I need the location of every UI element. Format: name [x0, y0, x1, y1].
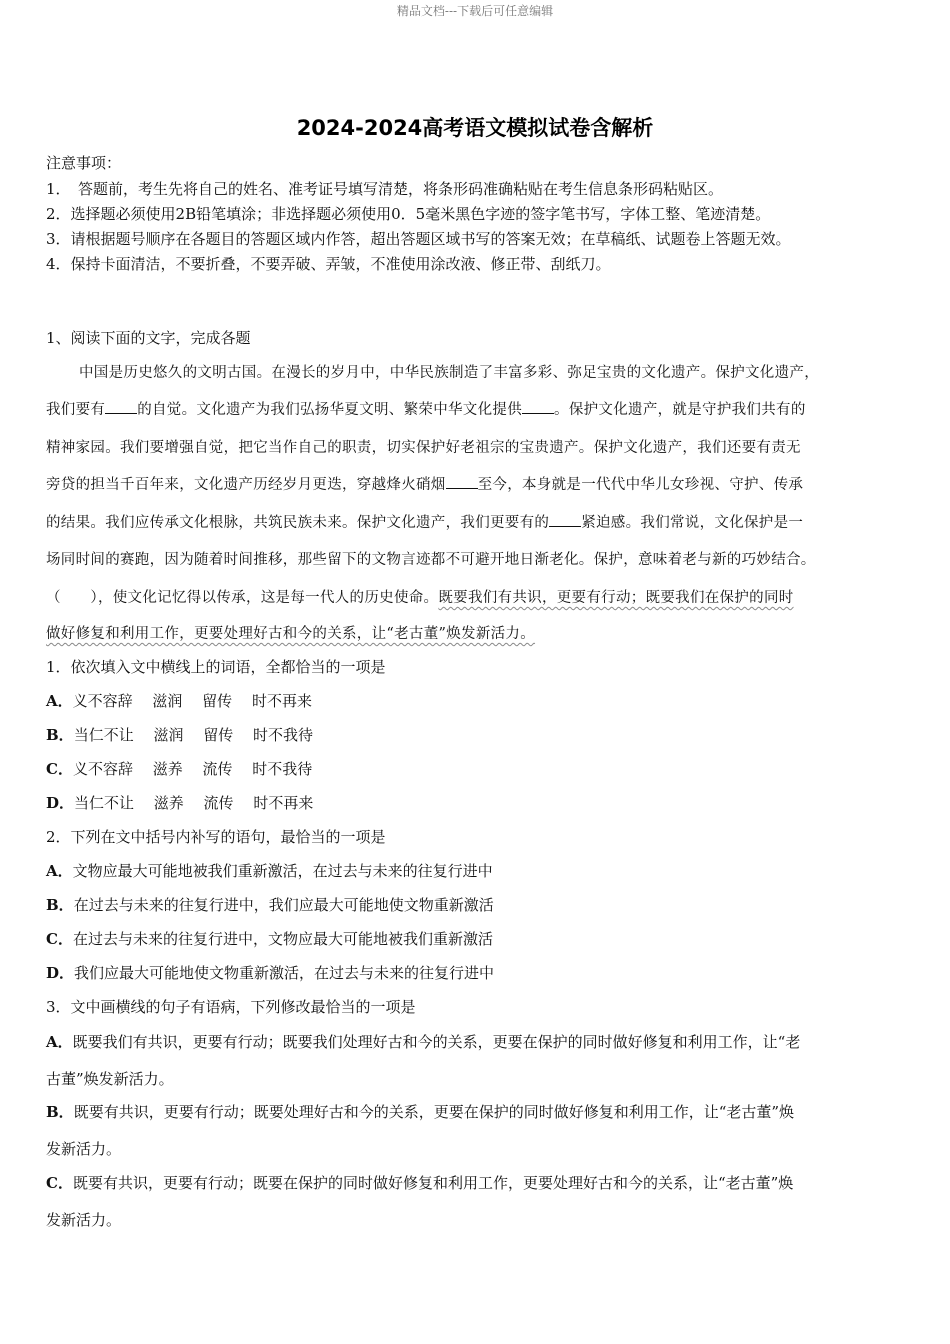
option-c[interactable]	[46, 928, 493, 949]
passage-text: 的结果。我们应传承文化根脉，共筑民族未来。保护文化遗产，我们更要有的	[46, 515, 550, 531]
option-continuation: 发新活力。	[46, 1140, 122, 1158]
option-label: D．	[46, 794, 75, 812]
passage-text: （ ），使文化记忆得以传承，这是每一代人的历史使命。	[46, 590, 439, 606]
passage-line: 中国是历史悠久的文明古国。在漫长的岁月中，中华民族制造了丰富多彩、弥足宝贵的文化遗产。保护文化遗产，	[79, 365, 819, 381]
passage-line	[46, 398, 806, 419]
option-text: 在过去与未来的往复行进中，我们应最大可能地使文物重新激活	[73, 896, 494, 914]
option-continuation: 古董”焕发新活力。	[46, 1070, 174, 1088]
underlined-sentence: 既要我们有共识，更要有行动；既要我们在保护的同时	[438, 590, 794, 606]
passage-line	[46, 586, 794, 607]
option-a[interactable]	[46, 690, 312, 711]
option-c[interactable]	[46, 1172, 793, 1193]
passage-line: 场同时间的赛跑，因为随着时间推移，那些留下的文物言迹都不可避开地日渐老化。保护，意味着老与新的巧妙结合。	[46, 552, 816, 568]
option-text: 我们应最大可能地使文物重新激活，在过去与未来的往复行进中	[74, 964, 495, 982]
option-d[interactable]	[46, 962, 494, 983]
blank-line	[446, 476, 478, 489]
option-d[interactable]	[46, 792, 313, 813]
option-c[interactable]	[46, 758, 312, 779]
question-stem: 3．文中画横线的句子有语病，下列修改最恰当的一项是	[46, 998, 416, 1016]
option-text: 文物应最大可能地被我们重新激活，在过去与未来的往复行进中	[72, 862, 493, 880]
option-text: 在过去与未来的往复行进中，文物应最大可能地被我们重新激活	[72, 930, 493, 948]
option-label: A．	[46, 692, 73, 710]
passage-text: 至今，本身就是一代代中华儿女珍视、守护、传承	[477, 477, 804, 493]
blank-line	[522, 401, 554, 414]
option-text: 义不容辞 滋养 流传 时不我待	[72, 760, 313, 778]
passage-text: 我们要有	[46, 402, 106, 418]
option-text: 义不容辞 滋润 留传 时不再来	[72, 692, 312, 710]
underlined-sentence: 做好修复和利用工作，更要处理好古和今的关系，让“老古董”焕发新活力。	[46, 626, 536, 642]
page-header: 精品文档---下载后可任意编辑	[396, 4, 554, 18]
page-title: 2024-2024高考语文模拟试卷含解析	[296, 116, 654, 140]
notice-item: 4．保持卡面清洁，不要折叠，不要弄破、弄皱，不准使用涂改液、修正带、刮纸刀。	[46, 255, 611, 273]
section-heading: 1、阅读下面的文字，完成各题	[46, 329, 251, 347]
option-label: A．	[46, 862, 73, 880]
option-text: 当仁不让 滋润 留传 时不我待	[73, 726, 313, 744]
option-label: B．	[46, 1103, 74, 1121]
passage-text: 紧迫感。我们常说，文化保护是一	[581, 515, 804, 531]
option-label: B．	[46, 896, 74, 914]
question-stem: 1．依次填入文中横线上的词语，全都恰当的一项是	[46, 658, 386, 676]
option-a[interactable]	[46, 1031, 800, 1052]
blank-line	[105, 401, 137, 414]
blank-line	[549, 514, 581, 527]
option-continuation: 发新活力。	[46, 1211, 122, 1229]
notice-item: 3．请根据题号顺序在各题目的答题区域内作答，超出答题区域书写的答案无效；在草稿纸、试题卷上答题无效。	[46, 230, 791, 248]
option-label: D．	[46, 964, 75, 982]
option-label: C．	[46, 1174, 73, 1192]
notice-item: 1． 答题前，考生先将自己的姓名、准考证号填写清楚，将条形码准确粘贴在考生信息条形码粘贴区。	[46, 180, 724, 198]
option-b[interactable]	[46, 724, 313, 745]
option-text: 既要有共识，更要有行动；既要处理好古和今的关系，更要在保护的同时做好修复和利用工作，让“老古董”焕	[73, 1103, 795, 1121]
passage-line	[46, 473, 803, 494]
passage-text: 旁贷的担当千百年来，文化遗产历经岁月更迭，穿越烽火硝烟	[46, 477, 446, 493]
question-stem: 2．下列在文中括号内补写的语句，最恰当的一项是	[46, 828, 386, 846]
option-b[interactable]	[46, 1101, 794, 1122]
option-label: C．	[46, 930, 73, 948]
passage-line	[46, 511, 803, 532]
option-b[interactable]	[46, 894, 494, 915]
option-label: A．	[46, 1033, 73, 1051]
option-text: 既要有共识，更要有行动；既要在保护的同时做好修复和利用工作，更要处理好古和今的关系，让“老古董”焕	[72, 1174, 794, 1192]
option-text: 既要我们有共识，更要有行动；既要我们处理好古和今的关系，更要在保护的同时做好修复和利用工作，让“老	[72, 1033, 801, 1051]
notice-heading: 注意事项：	[46, 154, 122, 172]
notice-item: 2．选择题必须使用2B铅笔填涂；非选择题必须使用0．5毫米黑色字迹的签字笔书写，字体工整、笔迹清楚。	[46, 205, 771, 223]
option-label: C．	[46, 760, 73, 778]
passage-text: 。保护文化遗产，就是守护我们共有的	[554, 402, 806, 418]
option-a[interactable]	[46, 860, 493, 881]
passage-text: 的自觉。文化遗产为我们弘扬华夏文明、繁荣中华文化提供	[137, 402, 523, 418]
passage-line: 精神家园。我们要增强自觉，把它当作自己的职责，切实保护好老祖宗的宝贵遗产。保护文化遗产，我们还要有责无	[46, 440, 801, 456]
option-text: 当仁不让 滋养 流传 时不再来	[74, 794, 314, 812]
option-label: B．	[46, 726, 74, 744]
